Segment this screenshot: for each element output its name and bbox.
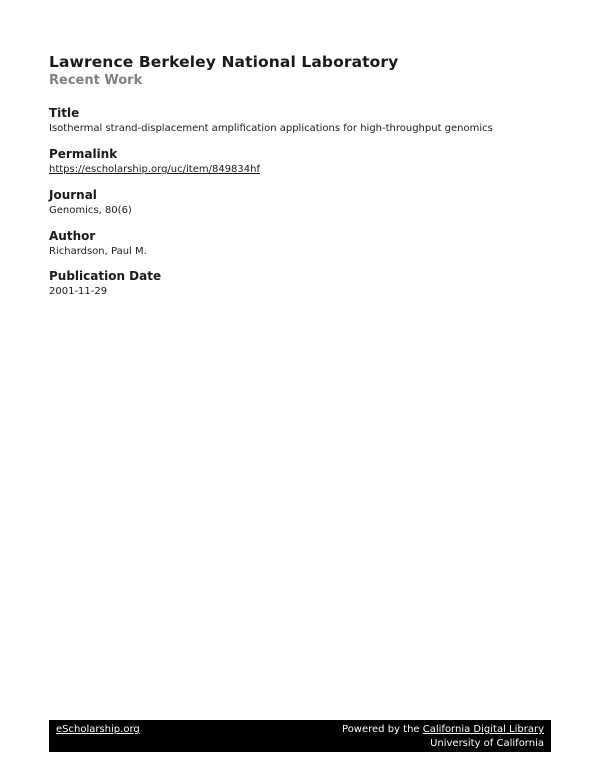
publication-date-label: Publication Date bbox=[49, 269, 162, 283]
cdl-link[interactable]: California Digital Library bbox=[422, 724, 544, 735]
title-label: Title bbox=[49, 106, 80, 120]
journal-value: Genomics, 80(6) bbox=[49, 205, 132, 216]
organization-title: Lawrence Berkeley National Laboratory bbox=[49, 53, 399, 71]
permalink-link[interactable]: https://escholarship.org/uc/item/849834hf bbox=[49, 164, 261, 175]
permalink-label: Permalink bbox=[49, 147, 118, 161]
collection-subtitle: Recent Work bbox=[49, 73, 143, 88]
publication-date-field bbox=[49, 269, 161, 298]
title-field bbox=[49, 106, 493, 135]
institution-text: University of California bbox=[430, 738, 544, 749]
author-label: Author bbox=[49, 229, 96, 243]
permalink-field bbox=[49, 147, 260, 176]
powered-by-line bbox=[342, 724, 544, 735]
title-value: Isothermal strand-displacement amplification applications for high-throughput genomics bbox=[49, 123, 493, 134]
publication-date-value: 2001-11-29 bbox=[49, 286, 108, 297]
escholarship-link[interactable]: eScholarship.org bbox=[56, 724, 140, 735]
journal-label: Journal bbox=[49, 188, 97, 202]
author-field bbox=[49, 229, 147, 258]
powered-by-text: Powered by the bbox=[342, 724, 423, 735]
author-value: Richardson, Paul M. bbox=[49, 246, 147, 257]
footer-bar bbox=[49, 720, 551, 752]
journal-field bbox=[49, 188, 132, 217]
